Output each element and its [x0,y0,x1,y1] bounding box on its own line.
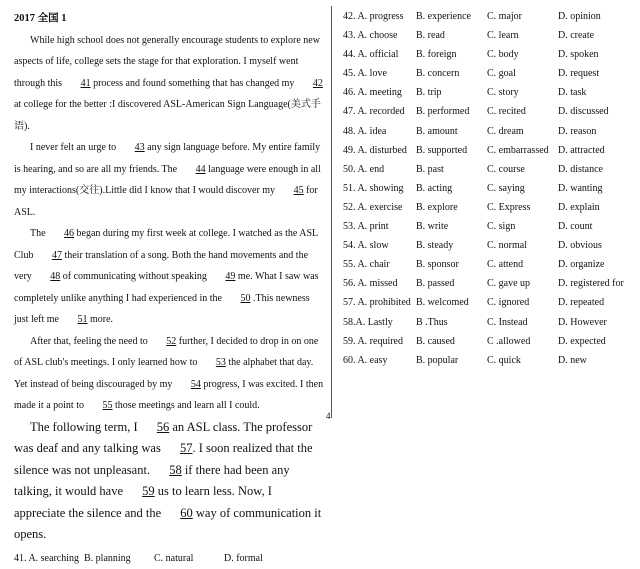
option-b: B. foreign [416,49,457,60]
question-row [343,164,633,183]
option-d: D. reason [558,126,596,137]
option-d: D. opinion [558,11,601,22]
question-row [343,259,633,278]
option-d: D. organize [558,259,604,270]
option-a: 47. A. recorded [343,106,405,117]
question-row [343,297,633,316]
option-a: 42. A. progress [343,11,404,22]
option-c: C. goal [487,68,516,79]
option-c: C. natural [154,548,224,569]
option-b: B. amount [416,126,458,137]
option-a: 54. A. slow [343,240,389,251]
passage-text: me. What I saw was completely unlike anything I had experienced in the [14,271,319,304]
option-b: B .Thus [416,317,448,328]
option-a: 56. A. missed [343,278,397,289]
passage-text: their translation of a song. Both the hand movements and the very [14,250,308,283]
option-a: 59. A. required [343,336,403,347]
option-a: 48. A. idea [343,126,386,137]
question-row [343,145,633,164]
option-a: 55. A. chair [343,259,390,270]
option-b: B. supported [416,145,467,156]
question-row [343,30,633,49]
blank-46: 46 [48,223,74,245]
blank-59: 59 [126,481,155,503]
option-b: B. experience [416,11,471,22]
question-row [343,106,633,125]
option-b: B. trip [416,87,442,98]
option-d: D. distance [558,164,603,175]
option-d: D. new [558,355,587,366]
option-d: D. attracted [558,145,605,156]
option-b: B. performed [416,106,469,117]
passage-text: for ASL. [14,185,318,218]
passage-text: of communicating without speaking [60,271,209,282]
blank-45: 45 [278,180,304,202]
passage-text: After that, feeling the need to [30,336,150,347]
option-c: C .allowed [487,336,530,347]
question-row [343,126,633,145]
passage-text: began during my first week at college. I watched as the ASL Club [14,228,318,261]
passage-text: an ASL class. The professor was deaf and any talking was [14,420,312,456]
blank-48: 48 [34,266,60,288]
option-d: D. wanting [558,183,602,194]
option-c: C. Express [487,202,530,213]
option-c: C. body [487,49,519,60]
option-c: C. sign [487,221,515,232]
passage-text: The following term, I [30,420,141,434]
blank-43: 43 [119,137,145,159]
passage-text: further, I decided to drop in on one of ASL club's meetings. I only learned how to [14,336,318,369]
passage-text: way of communication it opens. [14,506,321,542]
option-c: C. Instead [487,317,528,328]
option-a: 53. A. print [343,221,389,232]
option-a: 52. A. exercise [343,202,402,213]
blank-42: 42 [297,73,323,95]
option-a: 49. A. disturbed [343,145,407,156]
blank-52: 52 [150,331,176,353]
option-b: B. planning [84,548,154,569]
option-b: B. sponsor [416,259,459,270]
option-a: 58.A. Lastly [343,317,393,328]
passage-text: .This newness just left me [14,293,310,326]
passage-text: us to learn less. Now, I appreciate the silence and the [14,484,272,520]
option-c: C. gave up [487,278,530,289]
passage-column [14,8,324,569]
option-c: C. quick [487,355,521,366]
option-d: D. count [558,221,592,232]
question-row [343,11,633,30]
passage-paragraph-2 [14,137,324,223]
option-a: 60. A. easy [343,355,387,366]
blank-51: 51 [62,309,88,331]
option-a: 57. A. prohibited [343,297,411,308]
option-b: B. welcomed [416,297,469,308]
option-c: C. course [487,164,525,175]
option-a: 45. A. love [343,68,387,79]
question-row [343,49,633,68]
blank-57: 57 [164,438,193,460]
blank-49: 49 [209,266,235,288]
option-b: B. passed [416,278,454,289]
option-a: 51. A. showing [343,183,404,194]
option-c: C. attend [487,259,523,270]
passage-paragraph-5 [14,417,324,546]
option-c: C. ignored [487,297,529,308]
option-c: C. story [487,87,519,98]
option-b: B. concern [416,68,459,79]
option-d: D. formal [224,548,263,569]
column-divider [331,6,332,418]
question-row [343,183,633,202]
passage-paragraph-4 [14,331,324,417]
passage-text: more. [88,314,114,325]
option-d: D. request [558,68,599,79]
blank-53: 53 [200,352,226,374]
passage-paragraph-3 [14,223,324,331]
question-row [343,317,633,336]
passage-text: language were enough in all my interactions(交往).Little did I know that I would discover my [14,164,321,197]
passage-text: . I soon realized that the silence was not unpleasant. [14,441,313,477]
question-41-options [14,548,324,569]
blank-56: 56 [141,417,170,439]
option-c: C. learn [487,30,519,41]
passage-text: if there had been any talking, it would have [14,463,290,499]
option-b: B. past [416,164,444,175]
passage-paragraph-1 [14,30,324,138]
option-d: D. explain [558,202,600,213]
question-row [343,336,633,355]
question-row [343,87,633,106]
question-row [343,355,633,374]
blank-44: 44 [180,159,206,181]
option-a: 50. A. end [343,164,384,175]
option-d: D. However [558,317,607,328]
page-number: 4 [326,411,331,421]
option-b: B. acting [416,183,452,194]
blank-41: 41 [65,73,91,95]
passage-text: I never felt an urge to [30,142,119,153]
passage-text: The [30,228,48,239]
option-b: B. caused [416,336,455,347]
passage-text: progress, I was excited. I then made it a point to [14,379,323,412]
option-a: 43. A. choose [343,30,397,41]
option-b: B. popular [416,355,458,366]
option-d: D. obvious [558,240,602,251]
blank-58: 58 [153,460,182,482]
option-a: 44. A. official [343,49,398,60]
option-c: C. dream [487,126,524,137]
option-c: C. embarrassed [487,145,549,156]
option-a: 46. A. meeting [343,87,402,98]
option-d: D. task [558,87,586,98]
option-b: B. write [416,221,448,232]
exam-heading: 2017 全国 1 [14,8,324,30]
option-b: B. read [416,30,445,41]
question-row [343,221,633,240]
passage-text: process and found something that has changed my [91,78,297,89]
option-a: 41. A. searching [14,548,84,569]
option-c: C. saying [487,183,525,194]
question-row [343,68,633,87]
question-row [343,202,633,221]
question-row [343,240,633,259]
option-b: B. explore [416,202,458,213]
passage-text: any sign language before. My entire family is hearing, and so are all my friends. The [14,142,320,175]
blank-55: 55 [87,395,113,417]
passage-text: at college for the better :I discovered ASL-American Sign Language(美式手语). [14,99,321,132]
blank-60: 60 [164,503,193,525]
question-row [343,278,633,297]
passage-text: While high school does not generally encourage students to explore new aspects of life, college sets the stage for that exploration. I myself went through this [14,35,320,89]
option-c: C. normal [487,240,527,251]
option-d: D. registered for [558,278,624,289]
blank-54: 54 [175,374,201,396]
passage-text: the alphabet that day. Yet instead of being discouraged by my [14,357,313,390]
option-d: D. discussed [558,106,609,117]
blank-50: 50 [224,288,250,310]
option-d: D. repeated [558,297,604,308]
option-c: C. major [487,11,522,22]
options-column [343,11,633,374]
option-c: C. recited [487,106,526,117]
option-d: D. spoken [558,49,599,60]
passage-text: those meetings and learn all I could. [113,400,260,411]
blank-47: 47 [36,245,62,267]
option-d: D. create [558,30,594,41]
option-d: D. expected [558,336,606,347]
option-b: B. steady [416,240,453,251]
